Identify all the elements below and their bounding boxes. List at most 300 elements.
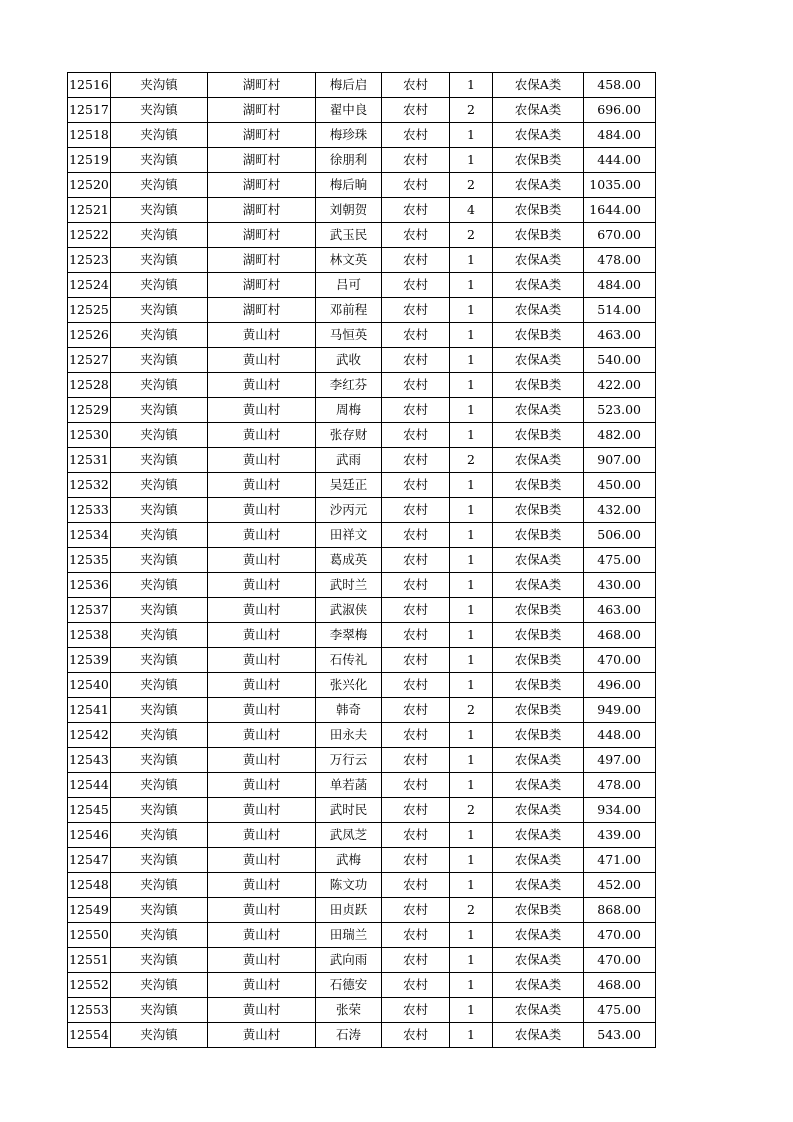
- cell-household-type: 农村: [382, 873, 450, 898]
- cell-amount: 458.00: [584, 73, 656, 98]
- cell-record-id: 12541: [68, 698, 111, 723]
- table-row: [68, 448, 656, 473]
- cell-category: 农保A类: [493, 1023, 584, 1048]
- cell-member-count: 1: [450, 748, 493, 773]
- cell-town: 夹沟镇: [111, 923, 208, 948]
- cell-village: 黄山村: [208, 723, 316, 748]
- cell-amount: 540.00: [584, 348, 656, 373]
- cell-member-count: 1: [450, 873, 493, 898]
- cell-category: 农保A类: [493, 873, 584, 898]
- cell-household-type: 农村: [382, 998, 450, 1023]
- cell-amount: 1644.00: [584, 198, 656, 223]
- cell-record-id: 12554: [68, 1023, 111, 1048]
- cell-member-count: 1: [450, 773, 493, 798]
- cell-member-count: 1: [450, 1023, 493, 1048]
- table-body: [68, 73, 656, 1048]
- cell-household-type: 农村: [382, 698, 450, 723]
- cell-amount: 475.00: [584, 998, 656, 1023]
- cell-town: 夹沟镇: [111, 673, 208, 698]
- cell-name: 梅珍珠: [316, 123, 382, 148]
- cell-category: 农保B类: [493, 423, 584, 448]
- cell-category: 农保A类: [493, 298, 584, 323]
- cell-town: 夹沟镇: [111, 773, 208, 798]
- cell-name: 李翠梅: [316, 623, 382, 648]
- cell-category: 农保B类: [493, 648, 584, 673]
- cell-village: 黄山村: [208, 798, 316, 823]
- cell-member-count: 1: [450, 648, 493, 673]
- cell-record-id: 12527: [68, 348, 111, 373]
- cell-name: 吕可: [316, 273, 382, 298]
- cell-category: 农保A类: [493, 548, 584, 573]
- cell-town: 夹沟镇: [111, 648, 208, 673]
- cell-town: 夹沟镇: [111, 473, 208, 498]
- cell-village: 湖町村: [208, 148, 316, 173]
- cell-record-id: 12529: [68, 398, 111, 423]
- cell-town: 夹沟镇: [111, 823, 208, 848]
- table-row: [68, 823, 656, 848]
- cell-member-count: 2: [450, 173, 493, 198]
- cell-record-id: 12550: [68, 923, 111, 948]
- cell-record-id: 12542: [68, 723, 111, 748]
- cell-record-id: 12547: [68, 848, 111, 873]
- cell-household-type: 农村: [382, 198, 450, 223]
- cell-record-id: 12543: [68, 748, 111, 773]
- cell-category: 农保A类: [493, 98, 584, 123]
- cell-town: 夹沟镇: [111, 323, 208, 348]
- cell-record-id: 12539: [68, 648, 111, 673]
- cell-member-count: 1: [450, 148, 493, 173]
- cell-amount: 478.00: [584, 248, 656, 273]
- cell-member-count: 2: [450, 448, 493, 473]
- cell-name: 张荣: [316, 998, 382, 1023]
- cell-village: 黄山村: [208, 498, 316, 523]
- cell-amount: 470.00: [584, 648, 656, 673]
- cell-village: 黄山村: [208, 948, 316, 973]
- table-row: [68, 298, 656, 323]
- table-row: [68, 598, 656, 623]
- cell-name: 林文英: [316, 248, 382, 273]
- cell-name: 武收: [316, 348, 382, 373]
- cell-household-type: 农村: [382, 673, 450, 698]
- table-row: [68, 998, 656, 1023]
- cell-village: 黄山村: [208, 973, 316, 998]
- cell-amount: 468.00: [584, 623, 656, 648]
- cell-village: 黄山村: [208, 373, 316, 398]
- cell-member-count: 2: [450, 898, 493, 923]
- cell-record-id: 12535: [68, 548, 111, 573]
- cell-member-count: 1: [450, 248, 493, 273]
- cell-town: 夹沟镇: [111, 198, 208, 223]
- cell-town: 夹沟镇: [111, 973, 208, 998]
- cell-household-type: 农村: [382, 323, 450, 348]
- cell-record-id: 12516: [68, 73, 111, 98]
- cell-record-id: 12540: [68, 673, 111, 698]
- table-row: [68, 848, 656, 873]
- cell-amount: 949.00: [584, 698, 656, 723]
- cell-amount: 696.00: [584, 98, 656, 123]
- cell-town: 夹沟镇: [111, 948, 208, 973]
- cell-village: 湖町村: [208, 248, 316, 273]
- cell-member-count: 1: [450, 923, 493, 948]
- table-row: [68, 148, 656, 173]
- cell-village: 黄山村: [208, 448, 316, 473]
- table-row: [68, 1023, 656, 1048]
- cell-member-count: 1: [450, 623, 493, 648]
- table-row: [68, 123, 656, 148]
- table-row: [68, 198, 656, 223]
- cell-household-type: 农村: [382, 723, 450, 748]
- cell-town: 夹沟镇: [111, 498, 208, 523]
- cell-record-id: 12526: [68, 323, 111, 348]
- table-row: [68, 648, 656, 673]
- table-row: [68, 748, 656, 773]
- cell-name: 周梅: [316, 398, 382, 423]
- cell-amount: 439.00: [584, 823, 656, 848]
- cell-category: 农保A类: [493, 748, 584, 773]
- cell-name: 武淑侠: [316, 598, 382, 623]
- cell-record-id: 12517: [68, 98, 111, 123]
- cell-household-type: 农村: [382, 223, 450, 248]
- cell-town: 夹沟镇: [111, 98, 208, 123]
- cell-amount: 514.00: [584, 298, 656, 323]
- cell-member-count: 1: [450, 998, 493, 1023]
- cell-household-type: 农村: [382, 773, 450, 798]
- cell-household-type: 农村: [382, 498, 450, 523]
- cell-name: 石传礼: [316, 648, 382, 673]
- cell-member-count: 1: [450, 498, 493, 523]
- cell-category: 农保A类: [493, 973, 584, 998]
- cell-member-count: 1: [450, 398, 493, 423]
- cell-amount: 484.00: [584, 273, 656, 298]
- table-row: [68, 923, 656, 948]
- cell-village: 黄山村: [208, 423, 316, 448]
- cell-name: 武向雨: [316, 948, 382, 973]
- cell-amount: 1035.00: [584, 173, 656, 198]
- cell-village: 黄山村: [208, 848, 316, 873]
- cell-town: 夹沟镇: [111, 73, 208, 98]
- cell-village: 黄山村: [208, 548, 316, 573]
- cell-amount: 543.00: [584, 1023, 656, 1048]
- cell-household-type: 农村: [382, 73, 450, 98]
- cell-name: 梅后启: [316, 73, 382, 98]
- cell-category: 农保B类: [493, 898, 584, 923]
- cell-household-type: 农村: [382, 98, 450, 123]
- cell-village: 湖町村: [208, 198, 316, 223]
- table-row: [68, 373, 656, 398]
- cell-town: 夹沟镇: [111, 998, 208, 1023]
- cell-amount: 482.00: [584, 423, 656, 448]
- table-row: [68, 73, 656, 98]
- cell-member-count: 1: [450, 373, 493, 398]
- cell-household-type: 农村: [382, 523, 450, 548]
- cell-category: 农保A类: [493, 173, 584, 198]
- cell-amount: 452.00: [584, 873, 656, 898]
- cell-town: 夹沟镇: [111, 748, 208, 773]
- cell-category: 农保A类: [493, 923, 584, 948]
- cell-member-count: 1: [450, 573, 493, 598]
- cell-category: 农保A类: [493, 798, 584, 823]
- cell-town: 夹沟镇: [111, 248, 208, 273]
- cell-amount: 463.00: [584, 598, 656, 623]
- cell-name: 武时民: [316, 798, 382, 823]
- cell-category: 农保A类: [493, 823, 584, 848]
- cell-category: 农保B类: [493, 723, 584, 748]
- table-row: [68, 723, 656, 748]
- cell-village: 黄山村: [208, 523, 316, 548]
- cell-category: 农保A类: [493, 123, 584, 148]
- cell-village: 黄山村: [208, 573, 316, 598]
- cell-category: 农保A类: [493, 998, 584, 1023]
- table-row: [68, 623, 656, 648]
- cell-record-id: 12532: [68, 473, 111, 498]
- cell-town: 夹沟镇: [111, 573, 208, 598]
- cell-village: 湖町村: [208, 123, 316, 148]
- cell-town: 夹沟镇: [111, 898, 208, 923]
- cell-village: 黄山村: [208, 698, 316, 723]
- cell-category: 农保B类: [493, 223, 584, 248]
- cell-village: 黄山村: [208, 598, 316, 623]
- cell-record-id: 12522: [68, 223, 111, 248]
- cell-member-count: 4: [450, 198, 493, 223]
- cell-household-type: 农村: [382, 373, 450, 398]
- cell-name: 武玉民: [316, 223, 382, 248]
- cell-member-count: 1: [450, 973, 493, 998]
- cell-amount: 430.00: [584, 573, 656, 598]
- table-row: [68, 798, 656, 823]
- cell-category: 农保A类: [493, 398, 584, 423]
- cell-town: 夹沟镇: [111, 398, 208, 423]
- table-row: [68, 498, 656, 523]
- cell-household-type: 农村: [382, 473, 450, 498]
- cell-village: 黄山村: [208, 323, 316, 348]
- cell-household-type: 农村: [382, 973, 450, 998]
- cell-record-id: 12521: [68, 198, 111, 223]
- cell-household-type: 农村: [382, 248, 450, 273]
- cell-town: 夹沟镇: [111, 1023, 208, 1048]
- cell-category: 农保A类: [493, 348, 584, 373]
- cell-village: 湖町村: [208, 73, 316, 98]
- cell-amount: 471.00: [584, 848, 656, 873]
- cell-category: 农保A类: [493, 773, 584, 798]
- cell-name: 徐朋利: [316, 148, 382, 173]
- cell-name: 翟中良: [316, 98, 382, 123]
- cell-member-count: 1: [450, 848, 493, 873]
- cell-record-id: 12551: [68, 948, 111, 973]
- cell-record-id: 12518: [68, 123, 111, 148]
- cell-village: 黄山村: [208, 1023, 316, 1048]
- cell-household-type: 农村: [382, 848, 450, 873]
- cell-village: 黄山村: [208, 623, 316, 648]
- cell-amount: 422.00: [584, 373, 656, 398]
- cell-household-type: 农村: [382, 298, 450, 323]
- cell-village: 黄山村: [208, 773, 316, 798]
- cell-name: 石涛: [316, 1023, 382, 1048]
- cell-record-id: 12553: [68, 998, 111, 1023]
- cell-name: 田贞跃: [316, 898, 382, 923]
- cell-village: 黄山村: [208, 348, 316, 373]
- cell-town: 夹沟镇: [111, 123, 208, 148]
- cell-name: 单若菡: [316, 773, 382, 798]
- cell-village: 黄山村: [208, 923, 316, 948]
- cell-town: 夹沟镇: [111, 623, 208, 648]
- cell-member-count: 1: [450, 948, 493, 973]
- cell-village: 黄山村: [208, 823, 316, 848]
- cell-category: 农保A类: [493, 273, 584, 298]
- cell-amount: 470.00: [584, 923, 656, 948]
- cell-member-count: 1: [450, 298, 493, 323]
- cell-town: 夹沟镇: [111, 798, 208, 823]
- cell-town: 夹沟镇: [111, 273, 208, 298]
- cell-town: 夹沟镇: [111, 448, 208, 473]
- cell-record-id: 12530: [68, 423, 111, 448]
- cell-member-count: 1: [450, 323, 493, 348]
- cell-town: 夹沟镇: [111, 173, 208, 198]
- cell-amount: 478.00: [584, 773, 656, 798]
- cell-category: 农保A类: [493, 848, 584, 873]
- table-row: [68, 423, 656, 448]
- cell-category: 农保B类: [493, 498, 584, 523]
- cell-village: 湖町村: [208, 223, 316, 248]
- cell-amount: 475.00: [584, 548, 656, 573]
- cell-record-id: 12520: [68, 173, 111, 198]
- cell-amount: 444.00: [584, 148, 656, 173]
- cell-household-type: 农村: [382, 123, 450, 148]
- cell-amount: 868.00: [584, 898, 656, 923]
- cell-name: 葛成英: [316, 548, 382, 573]
- cell-record-id: 12524: [68, 273, 111, 298]
- table-row: [68, 548, 656, 573]
- cell-town: 夹沟镇: [111, 723, 208, 748]
- cell-amount: 523.00: [584, 398, 656, 423]
- cell-household-type: 农村: [382, 798, 450, 823]
- cell-name: 田瑞兰: [316, 923, 382, 948]
- cell-record-id: 12523: [68, 248, 111, 273]
- cell-household-type: 农村: [382, 648, 450, 673]
- cell-household-type: 农村: [382, 273, 450, 298]
- cell-household-type: 农村: [382, 148, 450, 173]
- cell-town: 夹沟镇: [111, 848, 208, 873]
- table-row: [68, 173, 656, 198]
- cell-household-type: 农村: [382, 448, 450, 473]
- cell-member-count: 1: [450, 598, 493, 623]
- cell-record-id: 12548: [68, 873, 111, 898]
- cell-record-id: 12525: [68, 298, 111, 323]
- cell-amount: 468.00: [584, 973, 656, 998]
- cell-name: 马恒英: [316, 323, 382, 348]
- cell-name: 武梅: [316, 848, 382, 873]
- cell-town: 夹沟镇: [111, 298, 208, 323]
- cell-town: 夹沟镇: [111, 698, 208, 723]
- cell-household-type: 农村: [382, 173, 450, 198]
- cell-household-type: 农村: [382, 398, 450, 423]
- cell-category: 农保B类: [493, 373, 584, 398]
- cell-record-id: 12549: [68, 898, 111, 923]
- cell-member-count: 1: [450, 423, 493, 448]
- cell-village: 黄山村: [208, 673, 316, 698]
- cell-amount: 448.00: [584, 723, 656, 748]
- cell-category: 农保A类: [493, 573, 584, 598]
- cell-household-type: 农村: [382, 1023, 450, 1048]
- cell-amount: 432.00: [584, 498, 656, 523]
- cell-name: 田永夫: [316, 723, 382, 748]
- cell-household-type: 农村: [382, 623, 450, 648]
- cell-record-id: 12531: [68, 448, 111, 473]
- cell-member-count: 1: [450, 273, 493, 298]
- cell-name: 韩奇: [316, 698, 382, 723]
- cell-name: 万行云: [316, 748, 382, 773]
- cell-record-id: 12528: [68, 373, 111, 398]
- cell-household-type: 农村: [382, 598, 450, 623]
- cell-member-count: 1: [450, 123, 493, 148]
- cell-village: 湖町村: [208, 273, 316, 298]
- cell-member-count: 1: [450, 548, 493, 573]
- cell-amount: 484.00: [584, 123, 656, 148]
- cell-town: 夹沟镇: [111, 373, 208, 398]
- cell-category: 农保B类: [493, 323, 584, 348]
- cell-village: 黄山村: [208, 998, 316, 1023]
- cell-member-count: 1: [450, 823, 493, 848]
- cell-household-type: 农村: [382, 423, 450, 448]
- cell-village: 黄山村: [208, 748, 316, 773]
- cell-category: 农保B类: [493, 598, 584, 623]
- cell-member-count: 1: [450, 348, 493, 373]
- cell-category: 农保A类: [493, 248, 584, 273]
- cell-member-count: 1: [450, 473, 493, 498]
- cell-member-count: 2: [450, 98, 493, 123]
- cell-name: 武凤芝: [316, 823, 382, 848]
- cell-category: 农保A类: [493, 948, 584, 973]
- cell-amount: 497.00: [584, 748, 656, 773]
- data-table: [67, 72, 656, 1048]
- cell-category: 农保B类: [493, 148, 584, 173]
- cell-village: 黄山村: [208, 648, 316, 673]
- cell-name: 李红芬: [316, 373, 382, 398]
- table-row: [68, 98, 656, 123]
- cell-member-count: 1: [450, 673, 493, 698]
- cell-category: 农保B类: [493, 523, 584, 548]
- cell-member-count: 2: [450, 223, 493, 248]
- cell-record-id: 12546: [68, 823, 111, 848]
- cell-category: 农保A类: [493, 73, 584, 98]
- cell-amount: 450.00: [584, 473, 656, 498]
- cell-town: 夹沟镇: [111, 223, 208, 248]
- cell-name: 吴廷正: [316, 473, 382, 498]
- cell-record-id: 12544: [68, 773, 111, 798]
- cell-household-type: 农村: [382, 748, 450, 773]
- cell-name: 梅后晌: [316, 173, 382, 198]
- cell-name: 张存财: [316, 423, 382, 448]
- cell-record-id: 12545: [68, 798, 111, 823]
- table-row: [68, 248, 656, 273]
- cell-village: 黄山村: [208, 473, 316, 498]
- cell-member-count: 1: [450, 723, 493, 748]
- cell-town: 夹沟镇: [111, 548, 208, 573]
- cell-amount: 463.00: [584, 323, 656, 348]
- cell-category: 农保B类: [493, 698, 584, 723]
- cell-town: 夹沟镇: [111, 598, 208, 623]
- cell-record-id: 12534: [68, 523, 111, 548]
- cell-town: 夹沟镇: [111, 873, 208, 898]
- table-row: [68, 273, 656, 298]
- cell-member-count: 2: [450, 798, 493, 823]
- cell-name: 田祥文: [316, 523, 382, 548]
- table-row: [68, 873, 656, 898]
- table-row: [68, 973, 656, 998]
- table-row: [68, 323, 656, 348]
- cell-category: 农保B类: [493, 473, 584, 498]
- cell-amount: 670.00: [584, 223, 656, 248]
- table-row: [68, 348, 656, 373]
